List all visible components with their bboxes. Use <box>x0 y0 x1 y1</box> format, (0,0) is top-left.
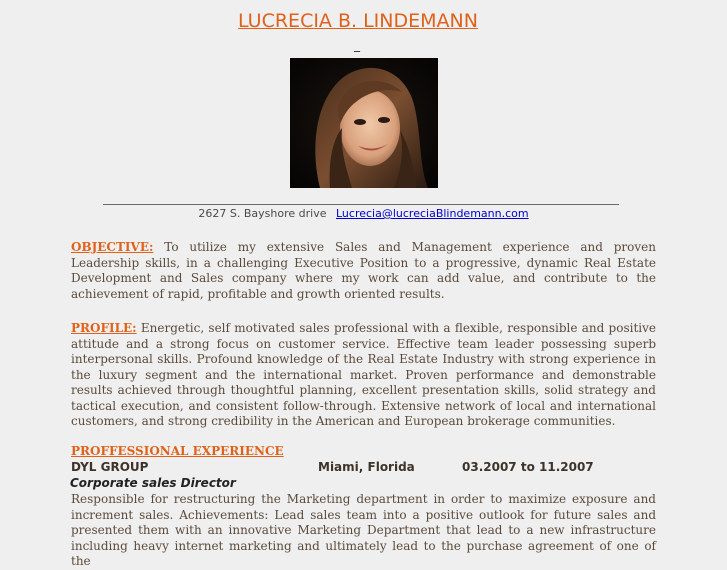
profile-text: Energetic, self motivated sales professional with a flexible, responsible and positive attitude and a strong focus on customer service. Effective team leader possessing superb interpersonal skills. Profound knowledge of the Real Estate Industry with strong experience in the luxury segment and the international market. Proven performance and demonstrable results achieved through thoughtful planning, excellent presentation skills, solid strategy and tactical execution, and consistent follow-through. Extensive network of local and international customers, and strong credibility in the American and European brokerage communities. <box>71 321 656 428</box>
contact-line <box>0 207 727 220</box>
header-divider <box>103 204 619 205</box>
portrait-photo <box>290 58 438 188</box>
job-company: DYL GROUP <box>71 460 149 474</box>
job-title: Corporate sales Director <box>70 476 236 490</box>
underscore-mark: _ <box>354 38 360 52</box>
resume-name: LUCRECIA B. LINDEMANN <box>238 10 478 32</box>
job-description: Responsible for restructuring the Marketing department in order to maximize exposure and increment sales. Achievements: Lead sales team into a positive outlook for future sales and presented them with an innovative Marketing Department that lead to a new infrastructure including heavy internet marketing and ultimately lead to the purchase agreement of one of the <box>71 492 656 568</box>
job-location: Miami, Florida <box>318 460 415 474</box>
portrait-image <box>290 58 438 188</box>
email-link[interactable]: Lucrecia@lucreciaBlindemann.com <box>336 207 529 220</box>
objective-text: To utilize my extensive Sales and Management experience and proven Leadership skills, in a challenging Executive Position to a progressive, dynamic Real Estate Development and Sales company where my work can add value, and contribute to the achievement of rapid, profitable and growth oriented results. <box>71 240 656 301</box>
profile-section <box>71 321 656 430</box>
experience-heading: PROFFESSIONAL EXPERIENCE <box>71 444 284 458</box>
address-text: 2627 S. Bayshore drive <box>198 207 327 220</box>
objective-section <box>71 240 656 302</box>
job-dates: 03.2007 to 11.2007 <box>462 460 594 474</box>
objective-heading: OBJECTIVE: <box>71 240 154 254</box>
profile-heading: PROFILE: <box>71 321 137 335</box>
